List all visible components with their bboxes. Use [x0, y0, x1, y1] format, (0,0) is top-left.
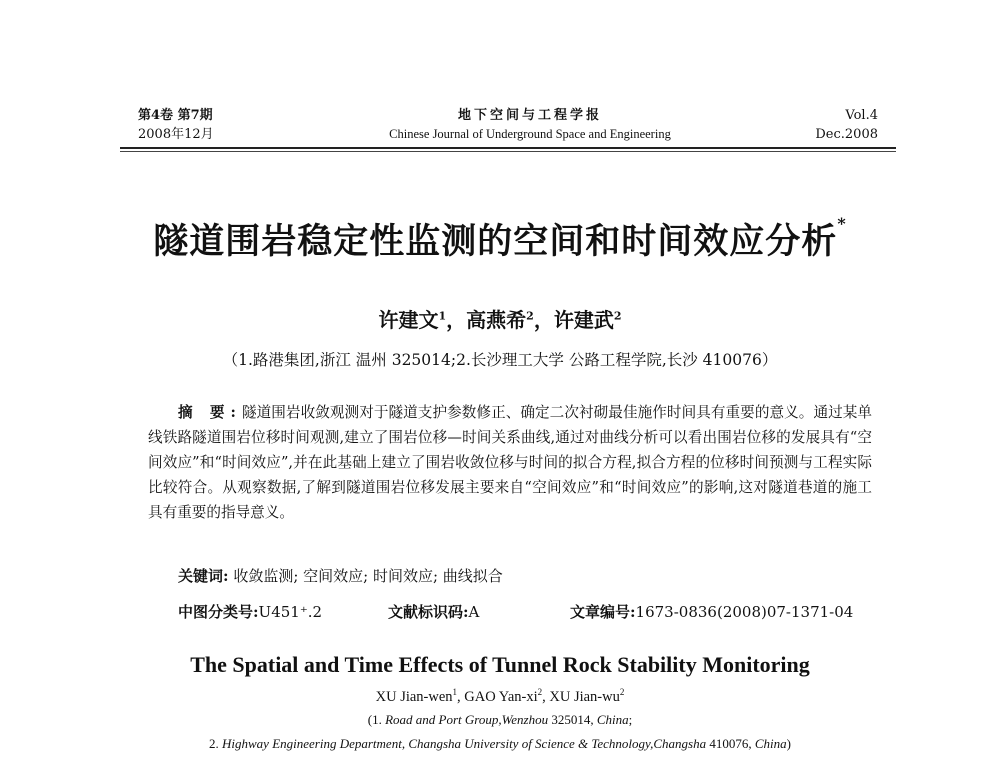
article-id-label: 文章编号:: [570, 603, 636, 621]
article-id-value: 1673-0836(2008)07-1371-04: [635, 603, 854, 621]
keywords-text: 收敛监测; 空间效应; 时间效应; 曲线拟合: [233, 567, 503, 585]
document-code: [388, 601, 479, 622]
author-name-en: XU Jian-wu: [549, 688, 620, 705]
journal-volume-info: [760, 106, 878, 144]
affiliations-cn: （1.路港集团,浙江 温州 325014;2.长沙理工大学 公路工程学院,长沙 410076）: [222, 351, 778, 369]
affil-univ: , Changsha University of Science & Technology: [401, 736, 651, 751]
affil-city: ,Wenzhou: [498, 712, 549, 727]
author-affil-mark: 1: [438, 309, 447, 323]
clc-value: U451⁺.2: [258, 603, 323, 621]
journal-name-cn: 地下空间与工程学报: [457, 108, 602, 123]
clc-label: 中图分类号:: [178, 603, 259, 621]
keywords-cn: [178, 565, 503, 586]
author-affil-mark: 2: [613, 309, 622, 323]
document-code-value: A: [468, 603, 480, 621]
journal-issue-info: [138, 106, 214, 144]
author-name-en: XU Jian-wen: [375, 688, 453, 705]
header-rule-thin: [120, 151, 896, 152]
abstract-cn: [148, 400, 872, 525]
date-en: Dec.2008: [815, 127, 878, 142]
document-code-label: 文献标识码:: [388, 603, 469, 621]
paper-title-cn: [60, 214, 940, 264]
author-affil-mark: 1: [452, 687, 458, 697]
abstract-text: 隧道围岩收敛观测对于隧道支护参数修正、确定二次衬砌最佳施作时间具有重要的意义。通过某单线铁路隧道围岩位移时间观测,建立了围岩位移—时间关系曲线,通过对曲线分析可以看出围岩位移的发展具有“空间效应”和“时间效应”,并在此基础上建立了围岩收敛位移与时间的拟合方程,拟合方程的位移时间预测与工程实际比较符合。从观察数据,了解到隧道围岩位移发展主要来自“空间效应”和“时间效应”的影响,这对隧道巷道的施工具有重要的指导意义。: [148, 404, 873, 521]
date-cn: 2008年12月: [138, 127, 214, 142]
title-footnote-mark: *: [837, 214, 847, 233]
author-affil-mark: 2: [619, 687, 625, 697]
affil-dept: Highway Engineering Department: [222, 736, 402, 751]
author-list-cn: 许建文$^1$，高燕希$^2$，许建武$^2$: [378, 308, 622, 332]
affil-postcode: 410076,: [709, 736, 752, 751]
classification-line: [178, 601, 878, 622]
author-name: 许建文: [378, 308, 439, 332]
volume-issue-cn: 第4卷 第7期: [138, 108, 213, 123]
author-name: 高燕希: [466, 308, 527, 332]
author-list-en: XU Jian-wen$^1$, GAO Yan-$xi^2$, XU Jian-$wu^2$: [375, 687, 625, 705]
journal-name: [330, 106, 730, 144]
article-id: [570, 601, 853, 622]
affil-city: ,Changsha: [650, 736, 707, 751]
affil-country: China: [754, 736, 787, 751]
journal-name-en: Chinese Journal of Underground Space and Engineering: [389, 127, 671, 141]
author-name-en: GAO Yan-xi: [464, 688, 538, 705]
affil-number: (1.: [367, 712, 382, 727]
header-rule-thick: [120, 147, 896, 149]
author-affil-mark: 2: [526, 309, 534, 323]
affil-postcode: 325014,: [551, 712, 594, 727]
affil-number: 2.: [209, 736, 219, 751]
title-text: 隧道围岩稳定性监测的空间和时间效应分析: [153, 221, 838, 262]
affil-country: China: [596, 712, 629, 727]
affil-separator: ;: [628, 712, 633, 727]
paper-title-en: The Spatial and Time Effects of Tunnel Rock Stability Monitoring: [190, 652, 810, 677]
author-affil-mark: 2: [537, 687, 543, 697]
affil-org: Road and Port Group: [385, 712, 499, 727]
affiliation-en-1: [100, 712, 900, 728]
author-name: 许建武: [553, 308, 614, 332]
affil-close: ): [786, 736, 791, 751]
keywords-label: 关键词:: [178, 567, 229, 585]
affiliation-en-2: [100, 736, 900, 752]
clc-number: [178, 603, 322, 621]
abstract-label: 摘 要:: [178, 404, 242, 421]
volume-en: Vol.4: [845, 108, 878, 123]
